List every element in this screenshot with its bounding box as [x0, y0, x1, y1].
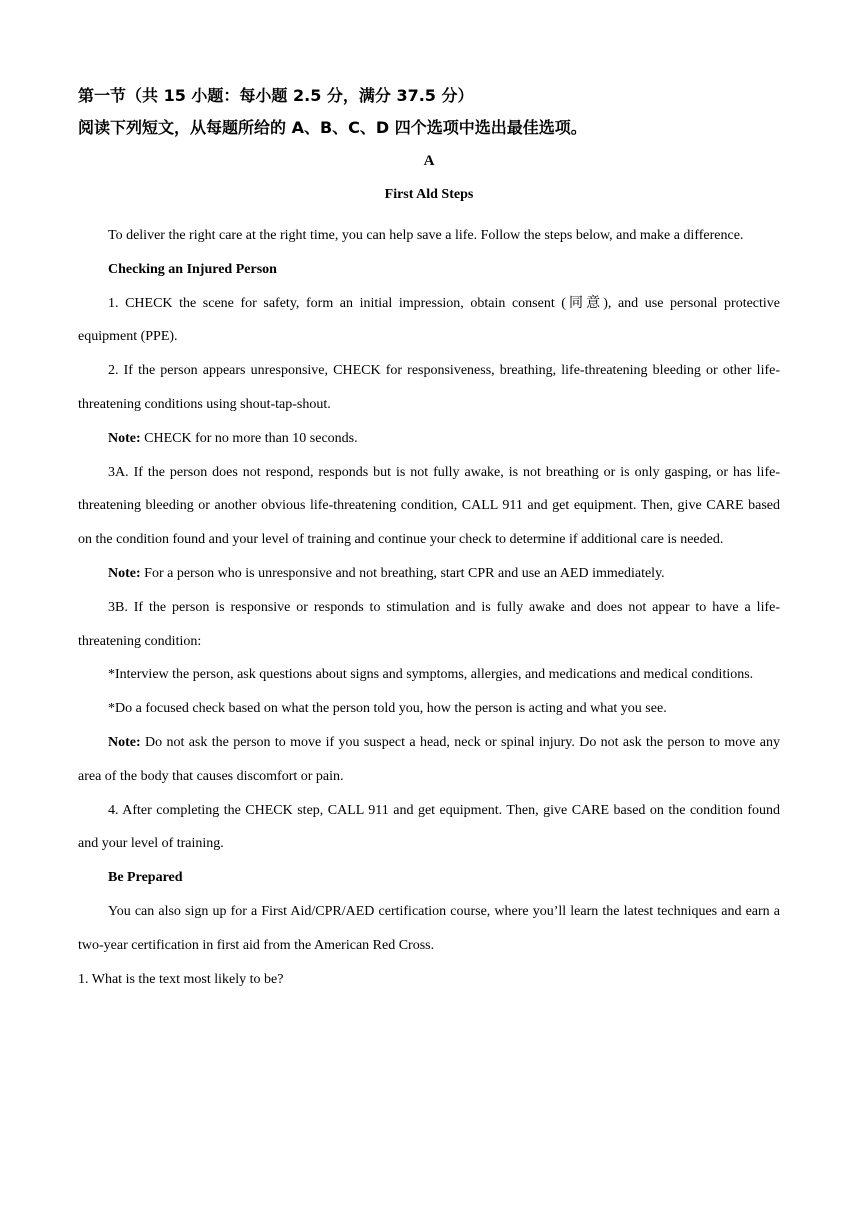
instruction-text: 阅读下列短文，从每题所给的 A、B、C、D 四个选项中选出最佳选项。 — [78, 118, 587, 137]
intro-paragraph: To deliver the right care at the right time, you can help save a life. Follow the steps below, and make a difference. — [108, 228, 744, 243]
note-label: Note: — [108, 734, 141, 750]
bullet-interview: *Interview the person, ask questions about signs and symptoms, allergies, and medications and medical conditions. — [108, 667, 754, 683]
passage-body — [78, 219, 780, 996]
passage-title: First Ald Steps — [384, 187, 474, 202]
step-3a: 3A. If the person does not respond, responds but is not fully awake, is not breathing or is only gasping, or has life-threatening bleeding or another obvious life-threatening condition, CALL 911 and get equipment. Then, give CARE based on the condition found and your level of training and continue your check to determine if additional care is needed. — [78, 464, 780, 548]
heading-checking: Checking an Injured Person — [108, 261, 277, 277]
heading-prepared: Be Prepared — [108, 870, 183, 886]
note-text: For a person who is unresponsive and not breathing, start CPR and use an AED immediately. — [140, 565, 665, 581]
step-2: 2. If the person appears unresponsive, CHECK for responsiveness, breathing, life-threatening bleeding or other life-threatening conditions using shout-tap-shout. — [78, 363, 780, 412]
section-header: 第一节（共 15 小题：每小题 2.5 分，满分 37.5 分） — [78, 86, 474, 105]
question-1: 1. What is the text most likely to be? — [78, 971, 284, 987]
note-label: Note: — [108, 430, 141, 446]
bullet-focused-check: *Do a focused check based on what the person told you, how the person is acting and what you see. — [108, 701, 667, 717]
note-1 — [78, 422, 780, 456]
step-3b: 3B. If the person is responsive or responds to stimulation and is fully awake and does not appear to have a life-threatening condition: — [78, 599, 780, 649]
note-3 — [78, 726, 780, 794]
note-text: Do not ask the person to move if you suspect a head, neck or spinal injury. Do not ask the person to move any area of the body that causes discomfort or pain. — [78, 734, 780, 784]
document-page — [78, 86, 780, 996]
note-2 — [78, 557, 780, 591]
step-4: 4. After completing the CHECK step, CALL 911 and get equipment. Then, give CARE based on the condition found and your level of training. — [78, 802, 780, 852]
step-1: 1. CHECK the scene for safety, form an initial impression, obtain consent (同意), and use personal protective equipment (PPE). — [78, 295, 780, 345]
prepared-paragraph: You can also sign up for a First Aid/CPR/AED certification course, where you’ll learn the latest techniques and earn a two-year certification in first aid from the American Red Cross. — [78, 903, 780, 953]
note-label: Note: — [108, 565, 141, 581]
note-text: CHECK for no more than 10 seconds. — [140, 430, 358, 446]
passage-letter: A — [423, 153, 435, 169]
